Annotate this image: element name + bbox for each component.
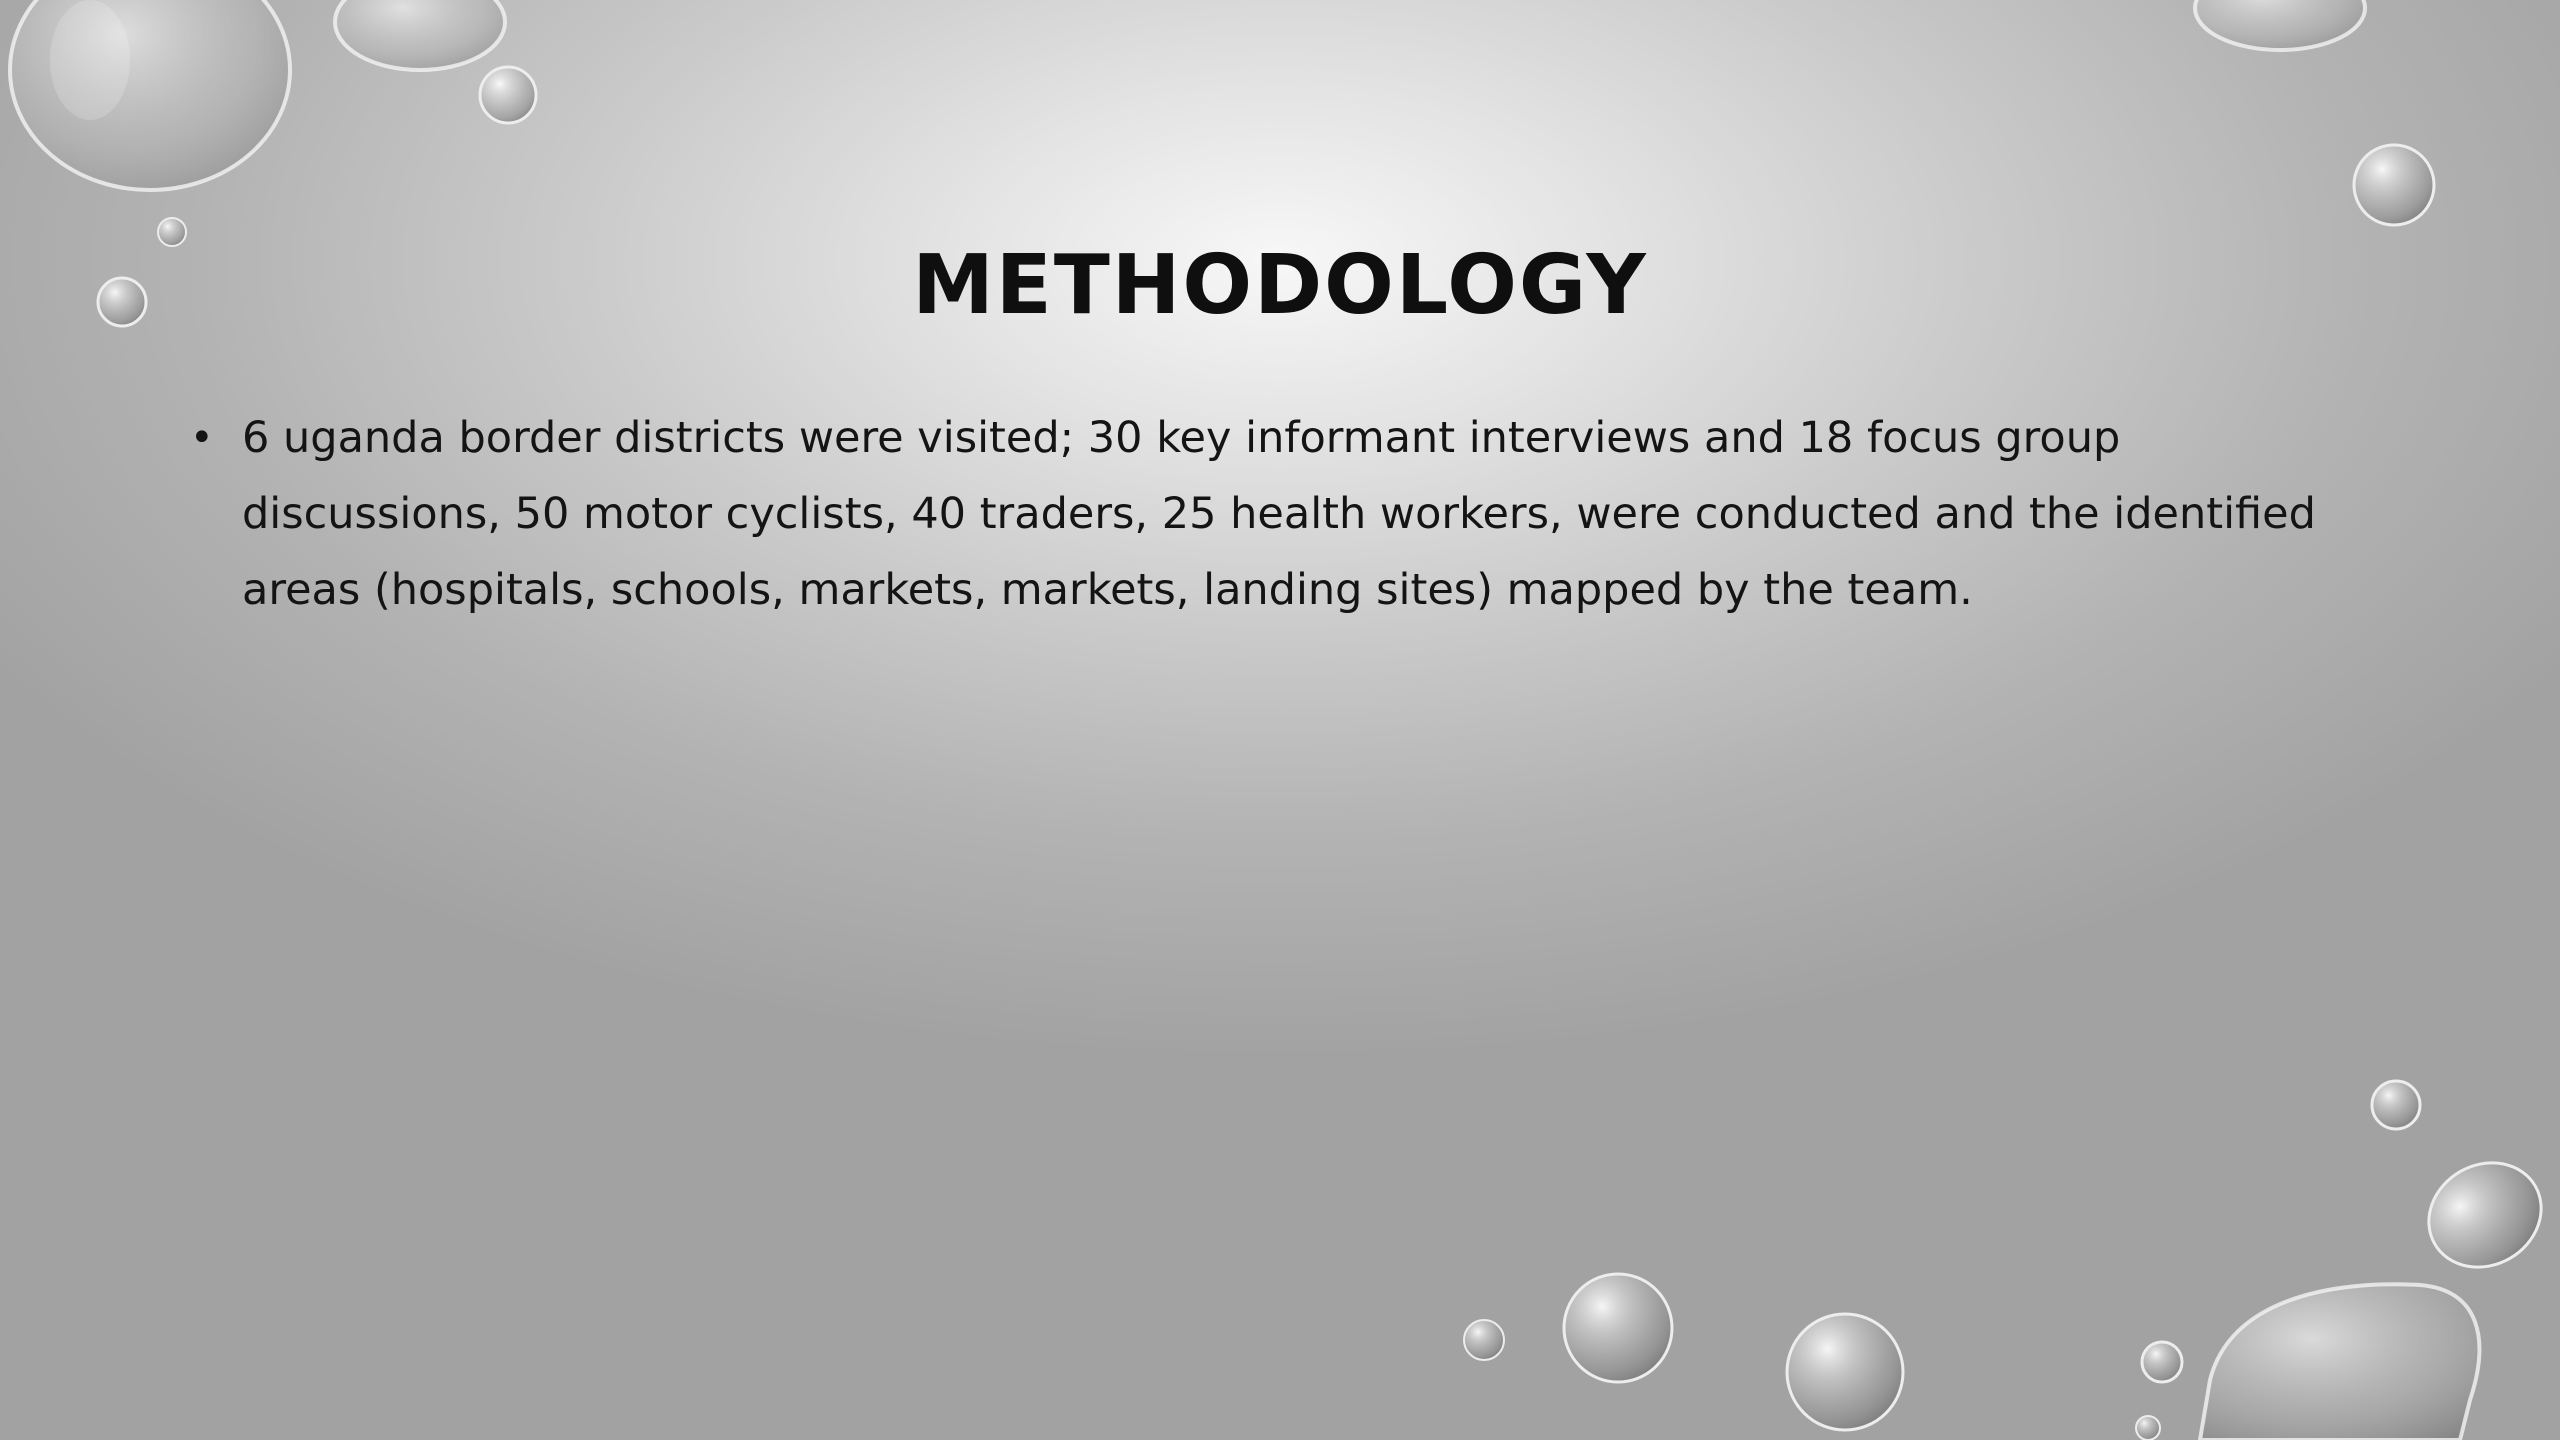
droplet bbox=[1564, 1274, 1672, 1382]
bullet-item bbox=[190, 400, 2390, 628]
droplet bbox=[2410, 1143, 2560, 1288]
droplet bbox=[480, 67, 536, 123]
droplet bbox=[10, 0, 290, 190]
slide-title: METHODOLOGY bbox=[912, 238, 1648, 333]
droplet bbox=[2142, 1342, 2182, 1382]
droplet bbox=[2136, 1416, 2160, 1440]
droplet bbox=[1464, 1320, 1504, 1360]
droplet bbox=[2354, 145, 2434, 225]
droplet bbox=[2195, 0, 2365, 50]
droplet bbox=[2372, 1081, 2420, 1129]
droplet bbox=[335, 0, 505, 70]
bullet-list bbox=[190, 400, 2390, 628]
droplet bbox=[2200, 1284, 2479, 1440]
droplet bbox=[1787, 1314, 1903, 1430]
bullet-icon: • bbox=[190, 415, 214, 461]
bullet-text: 6 uganda border districts were visited; 30 key informant interviews and 18 focus group discussions, 50 motor cyclists, 40 traders, 25 health workers, were conducted and the identified areas (hospitals, schools, markets, markets, landing sites) mapped by the team. bbox=[242, 413, 2316, 615]
